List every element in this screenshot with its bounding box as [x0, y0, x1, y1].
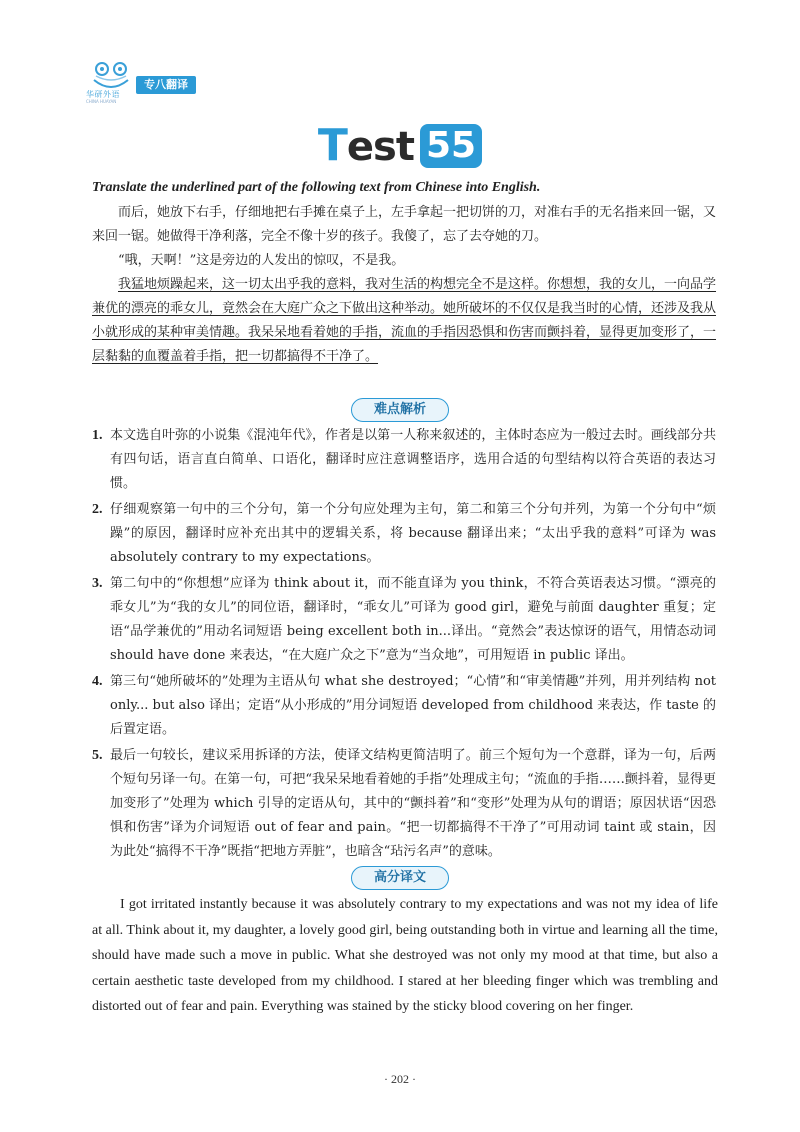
- passage-paragraph-3: [92, 273, 716, 369]
- page-number: · 202 ·: [384, 1072, 416, 1086]
- series-tag: 专八翻译: [136, 76, 196, 94]
- instruction: Translate the underlined part of the following text from Chinese into English.: [92, 180, 541, 195]
- note-item: 2. 仔细观察第一句中的三个分句，第一个分句应处理为主句，第二和第三个分句并列，为第一个分句中“烦躁”的原因，翻译时应补充出其中的逻辑关系，将 because 翻译出来；“太出乎我的意料”可译为 was absolutely contrary to my expectations。: [92, 502, 716, 565]
- analysis-heading-label: 难点解析: [351, 398, 449, 422]
- logo-text: 华研外语: [86, 90, 120, 99]
- translation-heading-label: 高分译文: [351, 866, 449, 890]
- note-item: 4. 第三句“她所破坏的”处理为主语从句 what she destroyed；“心情”和“审美情趣”并列，用并列结构 not only... but also 译出；定语“从小形成的”用分词短语 developed from childhood 来表达，作 taste 的后置定语。: [92, 674, 716, 737]
- analysis-heading: [0, 398, 800, 422]
- note-item: 5. 最后一句较长，建议采用拆译的方法，使译文结构更简洁明了。前三个短句为一个意群，译为一句，后两个短句另译一句。在第一句，可把“我呆呆地看着她的手指”处理成主句；“流血的手指……颤抖着，显得更加变形了”处理为 which 引导的定语从句，其中的“颤抖着”和“变形”处理为从句的谓语；原因状语“因恐惧和伤害”译为介词短语 out of fear and pain。“把一切都搞得不干净了”可用动词 taint 或 stain，因为此处“搞得不干净”既指“把地方弄脏”，也暗含“玷污名声”的意味。: [92, 748, 716, 859]
- translation-heading: [0, 866, 800, 890]
- note-item: 1. 本文选自叶弥的小说集《混沌年代》，作者是以第一人称来叙述的，主体时态应为一般过去时。画线部分共有四句话，语言直白简单、口语化，翻译时应注意调整语序，选用合适的句型结构以符合英语的表达习惯。: [92, 428, 716, 491]
- model-translation: [92, 892, 718, 1020]
- logo-subtext: CHINA HUAYAN: [86, 99, 117, 104]
- test-title: [0, 120, 800, 172]
- test-number: 55: [420, 124, 482, 168]
- translation-paragraph: I got irritated instantly because it was absolutely contrary to my expectations and was not my idea of life at all. Think about it, my daughter, a lovely good girl, being outstanding both in virtue and learning all the time, should have made such a move in public. What she destroyed was not only my mood at that time, but also a certain aesthetic taste developed from my childhood. I stared at her bleeding finger which was trembling and distorted out of fear and pain. Everything was stained by the sticky blood covering on her finger.: [92, 897, 718, 1014]
- analysis-notes: [92, 424, 716, 866]
- title-word: Test: [317, 120, 414, 171]
- passage-paragraph-1: 而后，她放下右手，仔细地把右手摊在桌子上，左手拿起一把切饼的刀，对准右手的无名指来回一锯，又来回一锯。她做得干净利落，完全不像十岁的孩子。我傻了，忘了去夺她的刀。: [92, 205, 717, 244]
- passage-paragraph-2: “哦，天啊！”这是旁边的人发出的惊叹，不是我。: [118, 253, 405, 268]
- underlined-text: 我猛地烦躁起来，这一切太出乎我的意料，我对生活的构想完全不是这样。你想想，我的女儿，一向品学兼优的漂亮的乖女儿，竟然会在大庭广众之下做出这种举动。她所破坏的不仅仅是我当时的心情，还涉及我从小就形成的某种审美情趣。我呆呆地看着她的手指，流血的手指因恐惧和伤害而颤抖着，显得更加变形了，一层黏黏的血覆盖着手指，把一切都搞得不干净了。: [92, 277, 717, 364]
- note-item: 3. 第二句中的“你想想”应译为 think about it，而不能直译为 you think，不符合英语表达习惯。“漂亮的乖女儿”为“我的女儿”的同位语，翻译时，“乖女儿”可译为 good girl，避免与前面 daughter 重复；定语“品学兼优的”用动名词短语 being excellent both in...译出。“竟然会”表达惊讶的语气，用情态动词 should have done 来表达，“在大庭广众之下”意为“当众地”，可用短语 in public 译出。: [92, 576, 716, 663]
- passage: [92, 201, 716, 369]
